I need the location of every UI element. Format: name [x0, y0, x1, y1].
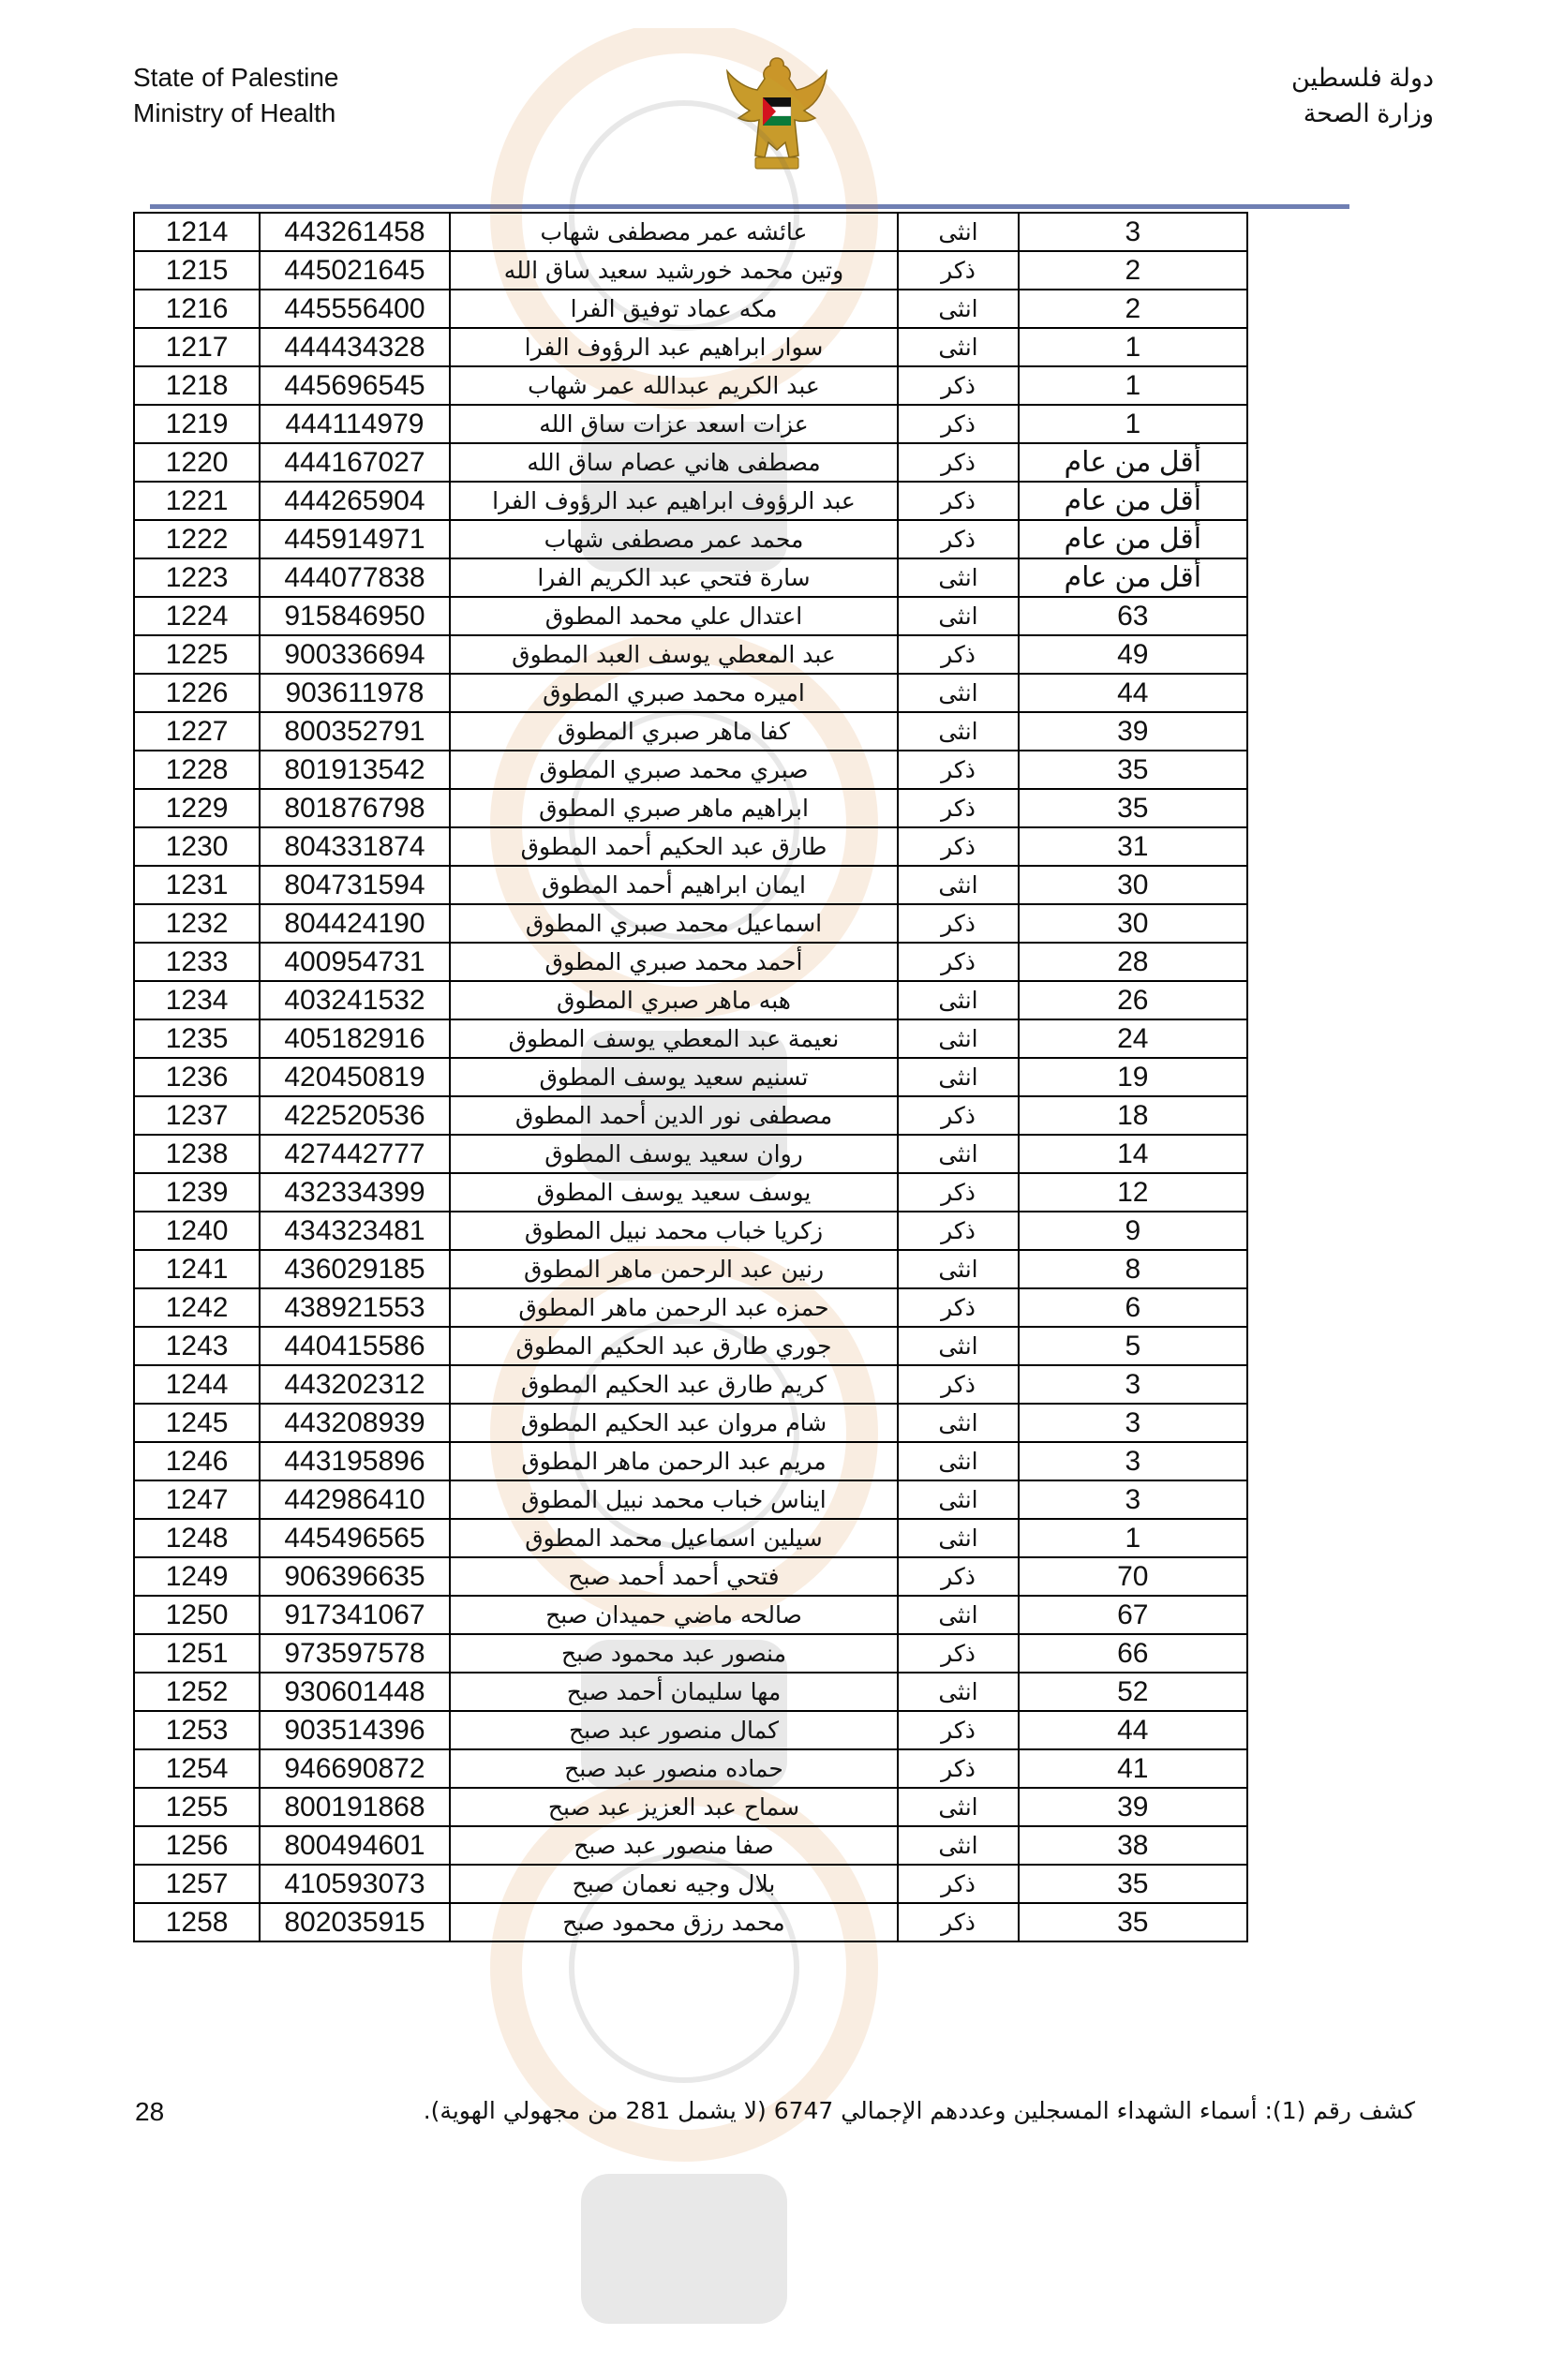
- table-row: [134, 1865, 1247, 1903]
- cell-name: رنين عبد الرحمن ماهر المطوق: [450, 1250, 899, 1288]
- cell-age: 38: [1019, 1826, 1247, 1865]
- header-right: [1291, 60, 1434, 131]
- cell-gender: ذكر: [898, 943, 1018, 981]
- cell-gender: ذكر: [898, 1865, 1018, 1903]
- cell-age: 14: [1019, 1135, 1247, 1173]
- table-row: [134, 1135, 1247, 1173]
- cell-seq: 1227: [134, 712, 260, 751]
- cell-name: عائشه عمر مصطفى شهاب: [450, 213, 899, 251]
- table-row: [134, 1673, 1247, 1711]
- table-row: [134, 1519, 1247, 1557]
- cell-gender: انثى: [898, 1826, 1018, 1865]
- cell-id: 900336694: [260, 635, 449, 674]
- cell-age: 3: [1019, 1365, 1247, 1404]
- cell-seq: 1255: [134, 1788, 260, 1826]
- cell-name: ابراهيم ماهر صبري المطوق: [450, 789, 899, 827]
- cell-seq: 1231: [134, 866, 260, 904]
- cell-gender: ذكر: [898, 1365, 1018, 1404]
- cell-id: 800494601: [260, 1826, 449, 1865]
- cell-age: أقل من عام: [1019, 443, 1247, 482]
- cell-age: 9: [1019, 1212, 1247, 1250]
- cell-age: 3: [1019, 1480, 1247, 1519]
- cell-seq: 1242: [134, 1288, 260, 1327]
- cell-id: 443261458: [260, 213, 449, 251]
- cell-seq: 1240: [134, 1212, 260, 1250]
- cell-seq: 1257: [134, 1865, 260, 1903]
- cell-age: 49: [1019, 635, 1247, 674]
- cell-age: أقل من عام: [1019, 520, 1247, 558]
- table-row: [134, 597, 1247, 635]
- table-row: [134, 328, 1247, 366]
- cell-gender: انثى: [898, 213, 1018, 251]
- cell-seq: 1256: [134, 1826, 260, 1865]
- cell-gender: ذكر: [898, 827, 1018, 866]
- cell-age: 30: [1019, 866, 1247, 904]
- table-row: [134, 751, 1247, 789]
- cell-gender: ذكر: [898, 1903, 1018, 1941]
- cell-seq: 1233: [134, 943, 260, 981]
- cell-id: 443202312: [260, 1365, 449, 1404]
- table-row: [134, 1557, 1247, 1596]
- table-row: [134, 1749, 1247, 1788]
- cell-seq: 1248: [134, 1519, 260, 1557]
- cell-age: 39: [1019, 712, 1247, 751]
- table-row: [134, 1826, 1247, 1865]
- cell-gender: ذكر: [898, 482, 1018, 520]
- cell-age: 12: [1019, 1173, 1247, 1212]
- cell-name: عزات اسعد عزات ساق الله: [450, 405, 899, 443]
- cell-id: 444434328: [260, 328, 449, 366]
- table-row: [134, 1365, 1247, 1404]
- cell-gender: انثى: [898, 674, 1018, 712]
- cell-id: 443208939: [260, 1404, 449, 1442]
- cell-age: 70: [1019, 1557, 1247, 1596]
- cell-gender: ذكر: [898, 1711, 1018, 1749]
- cell-seq: 1221: [134, 482, 260, 520]
- table-row: [134, 520, 1247, 558]
- cell-gender: ذكر: [898, 366, 1018, 405]
- cell-name: حمزه عبد الرحمن ماهر المطوق: [450, 1288, 899, 1327]
- table-row: [134, 213, 1247, 251]
- state-name-en: State of Palestine: [133, 63, 339, 92]
- cell-gender: ذكر: [898, 1212, 1018, 1250]
- cell-gender: انثى: [898, 1788, 1018, 1826]
- cell-seq: 1237: [134, 1096, 260, 1135]
- cell-age: 35: [1019, 751, 1247, 789]
- cell-age: 63: [1019, 597, 1247, 635]
- cell-gender: انثى: [898, 1480, 1018, 1519]
- cell-name: أحمد محمد صبري المطوق: [450, 943, 899, 981]
- cell-age: 66: [1019, 1634, 1247, 1673]
- cell-id: 436029185: [260, 1250, 449, 1288]
- cell-id: 903514396: [260, 1711, 449, 1749]
- cell-age: 35: [1019, 1903, 1247, 1941]
- cell-id: 440415586: [260, 1327, 449, 1365]
- table-row: [134, 366, 1247, 405]
- table-row: [134, 1173, 1247, 1212]
- cell-seq: 1238: [134, 1135, 260, 1173]
- cell-name: سوار ابراهيم عبد الرؤوف الفرا: [450, 328, 899, 366]
- martyrs-table: [133, 212, 1248, 1942]
- cell-age: 8: [1019, 1250, 1247, 1288]
- cell-seq: 1236: [134, 1058, 260, 1096]
- cell-id: 420450819: [260, 1058, 449, 1096]
- cell-name: يوسف سعيد يوسف المطوق: [450, 1173, 899, 1212]
- cell-gender: انثى: [898, 1250, 1018, 1288]
- cell-age: 28: [1019, 943, 1247, 981]
- cell-name: سارة فتحي عبد الكريم الفرا: [450, 558, 899, 597]
- table-row: [134, 443, 1247, 482]
- cell-seq: 1214: [134, 213, 260, 251]
- cell-gender: انثى: [898, 981, 1018, 1019]
- cell-gender: انثى: [898, 1673, 1018, 1711]
- cell-name: نعيمة عبد المعطي يوسف المطوق: [450, 1019, 899, 1058]
- table-row: [134, 904, 1247, 943]
- cell-id: 445914971: [260, 520, 449, 558]
- cell-seq: 1249: [134, 1557, 260, 1596]
- cell-seq: 1222: [134, 520, 260, 558]
- cell-name: مصطفى نور الدين أحمد المطوق: [450, 1096, 899, 1135]
- table-row: [134, 251, 1247, 290]
- cell-name: وتين محمد خورشيد سعيد ساق الله: [450, 251, 899, 290]
- cell-gender: ذكر: [898, 405, 1018, 443]
- cell-age: أقل من عام: [1019, 558, 1247, 597]
- cell-id: 973597578: [260, 1634, 449, 1673]
- table-row: [134, 712, 1247, 751]
- cell-id: 804331874: [260, 827, 449, 866]
- cell-seq: 1246: [134, 1442, 260, 1480]
- cell-name: روان سعيد يوسف المطوق: [450, 1135, 899, 1173]
- cell-age: 3: [1019, 213, 1247, 251]
- cell-age: 3: [1019, 1442, 1247, 1480]
- cell-name: كفا ماهر صبري المطوق: [450, 712, 899, 751]
- cell-id: 403241532: [260, 981, 449, 1019]
- header-left: [133, 60, 338, 131]
- cell-name: سماح عبد العزيز عبد صبح: [450, 1788, 899, 1826]
- table-row: [134, 1250, 1247, 1288]
- table-row: [134, 1442, 1247, 1480]
- cell-seq: 1225: [134, 635, 260, 674]
- cell-age: 35: [1019, 1865, 1247, 1903]
- table-row: [134, 1058, 1247, 1096]
- cell-age: 52: [1019, 1673, 1247, 1711]
- cell-gender: ذكر: [898, 635, 1018, 674]
- table-row: [134, 1903, 1247, 1941]
- cell-gender: انثى: [898, 1519, 1018, 1557]
- cell-seq: 1220: [134, 443, 260, 482]
- table-row: [134, 981, 1247, 1019]
- cell-gender: انثى: [898, 558, 1018, 597]
- cell-seq: 1215: [134, 251, 260, 290]
- page-number: 28: [135, 2097, 165, 2126]
- cell-name: صالحه ماضي حميدان صبح: [450, 1596, 899, 1634]
- cell-gender: انثى: [898, 712, 1018, 751]
- cell-gender: انثى: [898, 1596, 1018, 1634]
- cell-gender: انثى: [898, 290, 1018, 328]
- cell-name: صبري محمد صبري المطوق: [450, 751, 899, 789]
- table-row: [134, 789, 1247, 827]
- cell-id: 410593073: [260, 1865, 449, 1903]
- cell-age: 1: [1019, 405, 1247, 443]
- cell-seq: 1218: [134, 366, 260, 405]
- cell-name: بلال وجيه نعمان صبح: [450, 1865, 899, 1903]
- cell-gender: ذكر: [898, 251, 1018, 290]
- cell-age: 1: [1019, 328, 1247, 366]
- table-row: [134, 827, 1247, 866]
- cell-gender: انثى: [898, 1058, 1018, 1096]
- table-row: [134, 405, 1247, 443]
- cell-name: مريم عبد الرحمن ماهر المطوق: [450, 1442, 899, 1480]
- cell-age: 2: [1019, 251, 1247, 290]
- cell-id: 427442777: [260, 1135, 449, 1173]
- cell-name: تسنيم سعيد يوسف المطوق: [450, 1058, 899, 1096]
- cell-id: 903611978: [260, 674, 449, 712]
- cell-seq: 1217: [134, 328, 260, 366]
- cell-id: 434323481: [260, 1212, 449, 1250]
- cell-gender: ذكر: [898, 520, 1018, 558]
- table-row: [134, 1019, 1247, 1058]
- cell-name: مصطفى هاني عصام ساق الله: [450, 443, 899, 482]
- table-row: [134, 482, 1247, 520]
- cell-name: شام مروان عبد الحكيم المطوق: [450, 1404, 899, 1442]
- cell-id: 801876798: [260, 789, 449, 827]
- cell-gender: ذكر: [898, 1634, 1018, 1673]
- cell-gender: انثى: [898, 1135, 1018, 1173]
- table-row: [134, 1480, 1247, 1519]
- cell-id: 800191868: [260, 1788, 449, 1826]
- cell-gender: ذكر: [898, 1749, 1018, 1788]
- cell-name: كريم طارق عبد الحكيم المطوق: [450, 1365, 899, 1404]
- cell-id: 804424190: [260, 904, 449, 943]
- cell-age: 5: [1019, 1327, 1247, 1365]
- header-rule: [150, 204, 1349, 209]
- cell-id: 445696545: [260, 366, 449, 405]
- cell-age: 18: [1019, 1096, 1247, 1135]
- cell-id: 444265904: [260, 482, 449, 520]
- cell-age: 6: [1019, 1288, 1247, 1327]
- cell-gender: ذكر: [898, 789, 1018, 827]
- cell-name: ايناس خباب محمد نبيل المطوق: [450, 1480, 899, 1519]
- cell-seq: 1243: [134, 1327, 260, 1365]
- cell-gender: انثى: [898, 1327, 1018, 1365]
- cell-gender: ذكر: [898, 1096, 1018, 1135]
- cell-gender: انثى: [898, 597, 1018, 635]
- state-name-ar: دولة فلسطين: [1290, 64, 1434, 92]
- list-caption: كشف رقم (1): أسماء الشهداء المسجلين وعددهم الإجمالي 6747 (لا يشمل 281 من مجهولي الهوية).: [423, 2097, 1415, 2124]
- cell-age: 3: [1019, 1404, 1247, 1442]
- cell-gender: ذكر: [898, 904, 1018, 943]
- cell-seq: 1247: [134, 1480, 260, 1519]
- cell-name: ايمان ابراهيم أحمد المطوق: [450, 866, 899, 904]
- cell-id: 438921553: [260, 1288, 449, 1327]
- cell-id: 442986410: [260, 1480, 449, 1519]
- cell-name: هبه ماهر صبري المطوق: [450, 981, 899, 1019]
- cell-id: 405182916: [260, 1019, 449, 1058]
- cell-age: 19: [1019, 1058, 1247, 1096]
- cell-age: 26: [1019, 981, 1247, 1019]
- cell-name: مها سليمان أحمد صبح: [450, 1673, 899, 1711]
- cell-seq: 1229: [134, 789, 260, 827]
- cell-name: اسماعيل محمد صبري المطوق: [450, 904, 899, 943]
- cell-id: 400954731: [260, 943, 449, 981]
- cell-age: 35: [1019, 789, 1247, 827]
- table-row: [134, 1212, 1247, 1250]
- cell-name: عبد الكريم عبدالله عمر شهاب: [450, 366, 899, 405]
- cell-gender: انثى: [898, 1019, 1018, 1058]
- cell-seq: 1254: [134, 1749, 260, 1788]
- cell-name: طارق عبد الحكيم أحمد المطوق: [450, 827, 899, 866]
- cell-id: 915846950: [260, 597, 449, 635]
- cell-gender: انثى: [898, 328, 1018, 366]
- table-row: [134, 1288, 1247, 1327]
- table-row: [134, 290, 1247, 328]
- cell-id: 800352791: [260, 712, 449, 751]
- cell-age: 1: [1019, 1519, 1247, 1557]
- table-row: [134, 635, 1247, 674]
- cell-age: 24: [1019, 1019, 1247, 1058]
- cell-name: عبد المعطي يوسف العبد المطوق: [450, 635, 899, 674]
- cell-name: اميره محمد صبري المطوق: [450, 674, 899, 712]
- cell-seq: 1228: [134, 751, 260, 789]
- cell-age: 44: [1019, 1711, 1247, 1749]
- cell-gender: ذكر: [898, 1557, 1018, 1596]
- cell-name: كمال منصور عبد صبح: [450, 1711, 899, 1749]
- table-row: [134, 1096, 1247, 1135]
- cell-seq: 1258: [134, 1903, 260, 1941]
- cell-seq: 1216: [134, 290, 260, 328]
- cell-id: 802035915: [260, 1903, 449, 1941]
- palestine-emblem-icon: [718, 52, 836, 180]
- cell-age: أقل من عام: [1019, 482, 1247, 520]
- table-row: [134, 1711, 1247, 1749]
- ministry-name-en: Ministry of Health: [133, 98, 336, 127]
- table-row: [134, 1788, 1247, 1826]
- cell-id: 801913542: [260, 751, 449, 789]
- cell-age: 67: [1019, 1596, 1247, 1634]
- table-row: [134, 674, 1247, 712]
- cell-gender: ذكر: [898, 1173, 1018, 1212]
- table-row: [134, 1327, 1247, 1365]
- cell-gender: ذكر: [898, 751, 1018, 789]
- table-row: [134, 1404, 1247, 1442]
- cell-seq: 1241: [134, 1250, 260, 1288]
- cell-id: 946690872: [260, 1749, 449, 1788]
- cell-age: 30: [1019, 904, 1247, 943]
- cell-age: 44: [1019, 674, 1247, 712]
- cell-seq: 1245: [134, 1404, 260, 1442]
- cell-seq: 1250: [134, 1596, 260, 1634]
- cell-name: صفا منصور عبد صبح: [450, 1826, 899, 1865]
- cell-name: حماده منصور عبد صبح: [450, 1749, 899, 1788]
- cell-gender: انثى: [898, 1442, 1018, 1480]
- cell-id: 804731594: [260, 866, 449, 904]
- cell-gender: ذكر: [898, 443, 1018, 482]
- cell-id: 422520536: [260, 1096, 449, 1135]
- cell-seq: 1232: [134, 904, 260, 943]
- cell-seq: 1253: [134, 1711, 260, 1749]
- cell-gender: انثى: [898, 866, 1018, 904]
- cell-seq: 1219: [134, 405, 260, 443]
- table-row: [134, 1634, 1247, 1673]
- table-row: [134, 558, 1247, 597]
- cell-id: 906396635: [260, 1557, 449, 1596]
- cell-age: 1: [1019, 366, 1247, 405]
- cell-name: فتحي أحمد أحمد صبح: [450, 1557, 899, 1596]
- cell-name: منصور عبد محمود صبح: [450, 1634, 899, 1673]
- cell-id: 930601448: [260, 1673, 449, 1711]
- cell-seq: 1224: [134, 597, 260, 635]
- cell-name: زكريا خباب محمد نبيل المطوق: [450, 1212, 899, 1250]
- cell-id: 917341067: [260, 1596, 449, 1634]
- cell-id: 443195896: [260, 1442, 449, 1480]
- cell-seq: 1230: [134, 827, 260, 866]
- cell-seq: 1239: [134, 1173, 260, 1212]
- cell-name: جوري طارق عبد الحكيم المطوق: [450, 1327, 899, 1365]
- cell-gender: انثى: [898, 1404, 1018, 1442]
- cell-seq: 1235: [134, 1019, 260, 1058]
- table-row: [134, 866, 1247, 904]
- table-row: [134, 1596, 1247, 1634]
- cell-name: سيلين اسماعيل محمد المطوق: [450, 1519, 899, 1557]
- cell-name: مكه عماد توفيق الفرا: [450, 290, 899, 328]
- cell-id: 445496565: [260, 1519, 449, 1557]
- cell-id: 445021645: [260, 251, 449, 290]
- cell-id: 444114979: [260, 405, 449, 443]
- table-row: [134, 943, 1247, 981]
- cell-seq: 1234: [134, 981, 260, 1019]
- cell-id: 445556400: [260, 290, 449, 328]
- cell-gender: ذكر: [898, 1288, 1018, 1327]
- cell-name: عبد الرؤوف ابراهيم عبد الرؤوف الفرا: [450, 482, 899, 520]
- cell-id: 444077838: [260, 558, 449, 597]
- cell-id: 444167027: [260, 443, 449, 482]
- cell-seq: 1244: [134, 1365, 260, 1404]
- cell-seq: 1252: [134, 1673, 260, 1711]
- table-body: [134, 213, 1247, 1941]
- ministry-name-ar: وزارة الصحة: [1303, 99, 1434, 127]
- cell-name: محمد عمر مصطفى شهاب: [450, 520, 899, 558]
- cell-age: 39: [1019, 1788, 1247, 1826]
- cell-age: 31: [1019, 827, 1247, 866]
- cell-id: 432334399: [260, 1173, 449, 1212]
- cell-name: محمد رزق محمود صبح: [450, 1903, 899, 1941]
- cell-seq: 1226: [134, 674, 260, 712]
- cell-age: 2: [1019, 290, 1247, 328]
- cell-seq: 1223: [134, 558, 260, 597]
- cell-seq: 1251: [134, 1634, 260, 1673]
- cell-name: اعتدال علي محمد المطوق: [450, 597, 899, 635]
- cell-age: 41: [1019, 1749, 1247, 1788]
